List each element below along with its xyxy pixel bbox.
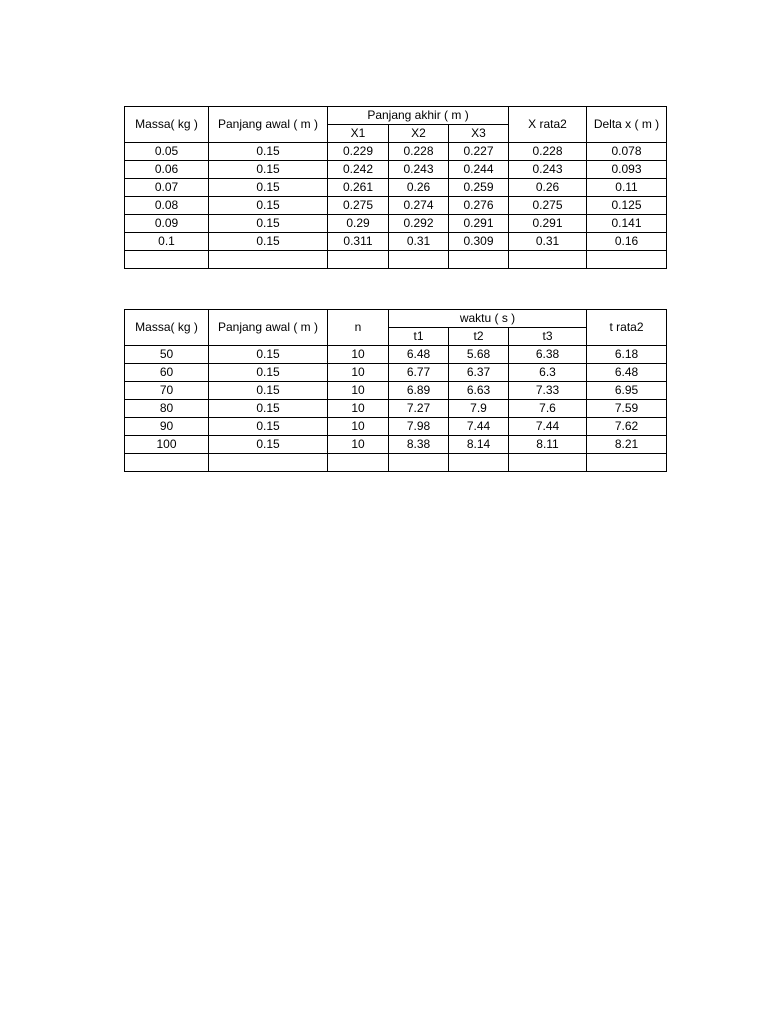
table-cell: 6.89	[389, 382, 449, 400]
table-cell: 0.244	[449, 161, 509, 179]
table-cell: 0.274	[389, 197, 449, 215]
table-cell: 10	[328, 382, 389, 400]
table-cell: 0.291	[449, 215, 509, 233]
table-row	[125, 364, 667, 382]
table-row	[125, 143, 667, 161]
table-cell: 0.15	[209, 346, 328, 364]
table-cell: 0.06	[125, 161, 209, 179]
empty-cell	[125, 251, 209, 269]
table-cell: 0.31	[509, 233, 587, 251]
table-cell: 6.38	[509, 346, 587, 364]
table-cell: 7.98	[389, 418, 449, 436]
empty-row	[125, 454, 667, 472]
table-cell: 0.275	[328, 197, 389, 215]
table-cell: 5.68	[449, 346, 509, 364]
header-t1: t1	[389, 328, 449, 346]
header-row	[125, 107, 667, 125]
header-x3: X3	[449, 125, 509, 143]
table-cell: 10	[328, 436, 389, 454]
oscillation-time-table	[124, 309, 667, 472]
table-cell: 0.15	[209, 382, 328, 400]
empty-cell	[449, 251, 509, 269]
table-row	[125, 400, 667, 418]
table-cell: 0.26	[509, 179, 587, 197]
header-massa: Massa( kg )	[125, 107, 209, 143]
table-cell: 0.15	[209, 400, 328, 418]
table-cell: 6.77	[389, 364, 449, 382]
table-cell: 0.093	[587, 161, 667, 179]
header-row	[125, 310, 667, 328]
table-cell: 6.37	[449, 364, 509, 382]
empty-cell	[209, 251, 328, 269]
table-cell: 6.18	[587, 346, 667, 364]
table-cell: 0.227	[449, 143, 509, 161]
table-row	[125, 436, 667, 454]
table-cell: 10	[328, 364, 389, 382]
table-row	[125, 346, 667, 364]
table-cell: 7.59	[587, 400, 667, 418]
table-cell: 0.229	[328, 143, 389, 161]
header-panjang-awal: Panjang awal ( m )	[209, 310, 328, 346]
table-cell: 6.3	[509, 364, 587, 382]
table-cell: 0.261	[328, 179, 389, 197]
table-cell: 8.21	[587, 436, 667, 454]
table-cell: 6.63	[449, 382, 509, 400]
empty-cell	[389, 454, 449, 472]
empty-cell	[509, 454, 587, 472]
table-cell: 60	[125, 364, 209, 382]
table-cell: 0.31	[389, 233, 449, 251]
table-cell: 0.15	[209, 436, 328, 454]
empty-cell	[125, 454, 209, 472]
table-cell: 10	[328, 346, 389, 364]
table-cell: 0.243	[509, 161, 587, 179]
table-cell: 0.09	[125, 215, 209, 233]
table-cell: 8.38	[389, 436, 449, 454]
spring-extension-table	[124, 106, 667, 269]
table-cell: 0.242	[328, 161, 389, 179]
table-cell: 0.15	[209, 161, 328, 179]
table-cell: 0.15	[209, 418, 328, 436]
empty-cell	[209, 454, 328, 472]
table-cell: 0.05	[125, 143, 209, 161]
table-cell: 0.15	[209, 364, 328, 382]
table-row	[125, 418, 667, 436]
table-cell: 0.276	[449, 197, 509, 215]
table-cell: 0.228	[509, 143, 587, 161]
table-row	[125, 215, 667, 233]
table-cell: 0.292	[389, 215, 449, 233]
table-cell: 7.9	[449, 400, 509, 418]
table-cell: 0.15	[209, 215, 328, 233]
table-cell: 8.11	[509, 436, 587, 454]
empty-cell	[328, 251, 389, 269]
table-cell: 80	[125, 400, 209, 418]
table-cell: 0.125	[587, 197, 667, 215]
table-cell: 90	[125, 418, 209, 436]
table-cell: 7.44	[509, 418, 587, 436]
table-cell: 0.243	[389, 161, 449, 179]
table-cell: 100	[125, 436, 209, 454]
header-x-rata2: X rata2	[509, 107, 587, 143]
table-cell: 0.08	[125, 197, 209, 215]
table-cell: 6.95	[587, 382, 667, 400]
header-massa: Massa( kg )	[125, 310, 209, 346]
table-cell: 0.07	[125, 179, 209, 197]
header-t3: t3	[509, 328, 587, 346]
table-row	[125, 382, 667, 400]
table-cell: 6.48	[587, 364, 667, 382]
table-cell: 0.29	[328, 215, 389, 233]
table-cell: 8.14	[449, 436, 509, 454]
table-row	[125, 233, 667, 251]
table-cell: 0.309	[449, 233, 509, 251]
table-cell: 10	[328, 400, 389, 418]
table-row	[125, 161, 667, 179]
table-cell: 7.33	[509, 382, 587, 400]
header-panjang-akhir: Panjang akhir ( m )	[328, 107, 509, 125]
table-cell: 0.15	[209, 179, 328, 197]
table-cell: 0.228	[389, 143, 449, 161]
empty-cell	[389, 251, 449, 269]
empty-cell	[328, 454, 389, 472]
table-cell: 0.1	[125, 233, 209, 251]
table-cell: 0.078	[587, 143, 667, 161]
table-cell: 0.259	[449, 179, 509, 197]
table-cell: 0.15	[209, 197, 328, 215]
table-cell: 0.275	[509, 197, 587, 215]
table-cell: 6.48	[389, 346, 449, 364]
empty-cell	[449, 454, 509, 472]
empty-cell	[587, 454, 667, 472]
table-cell: 0.141	[587, 215, 667, 233]
table-cell: 0.26	[389, 179, 449, 197]
table-cell: 0.16	[587, 233, 667, 251]
header-x2: X2	[389, 125, 449, 143]
table-cell: 0.15	[209, 143, 328, 161]
header-panjang-awal: Panjang awal ( m )	[209, 107, 328, 143]
table-cell: 70	[125, 382, 209, 400]
header-waktu: waktu ( s )	[389, 310, 587, 328]
empty-cell	[509, 251, 587, 269]
table-cell: 7.44	[449, 418, 509, 436]
table-cell: 0.311	[328, 233, 389, 251]
table-cell: 0.15	[209, 233, 328, 251]
table-cell: 10	[328, 418, 389, 436]
table-cell: 0.11	[587, 179, 667, 197]
empty-cell	[587, 251, 667, 269]
table-cell: 7.6	[509, 400, 587, 418]
header-t2: t2	[449, 328, 509, 346]
header-t-rata2: t rata2	[587, 310, 667, 346]
header-n: n	[328, 310, 389, 346]
empty-row	[125, 251, 667, 269]
table-row	[125, 197, 667, 215]
header-delta-x: Delta x ( m )	[587, 107, 667, 143]
table-cell: 7.27	[389, 400, 449, 418]
table-cell: 0.291	[509, 215, 587, 233]
header-x1: X1	[328, 125, 389, 143]
table-cell: 7.62	[587, 418, 667, 436]
table-row	[125, 179, 667, 197]
table-cell: 50	[125, 346, 209, 364]
